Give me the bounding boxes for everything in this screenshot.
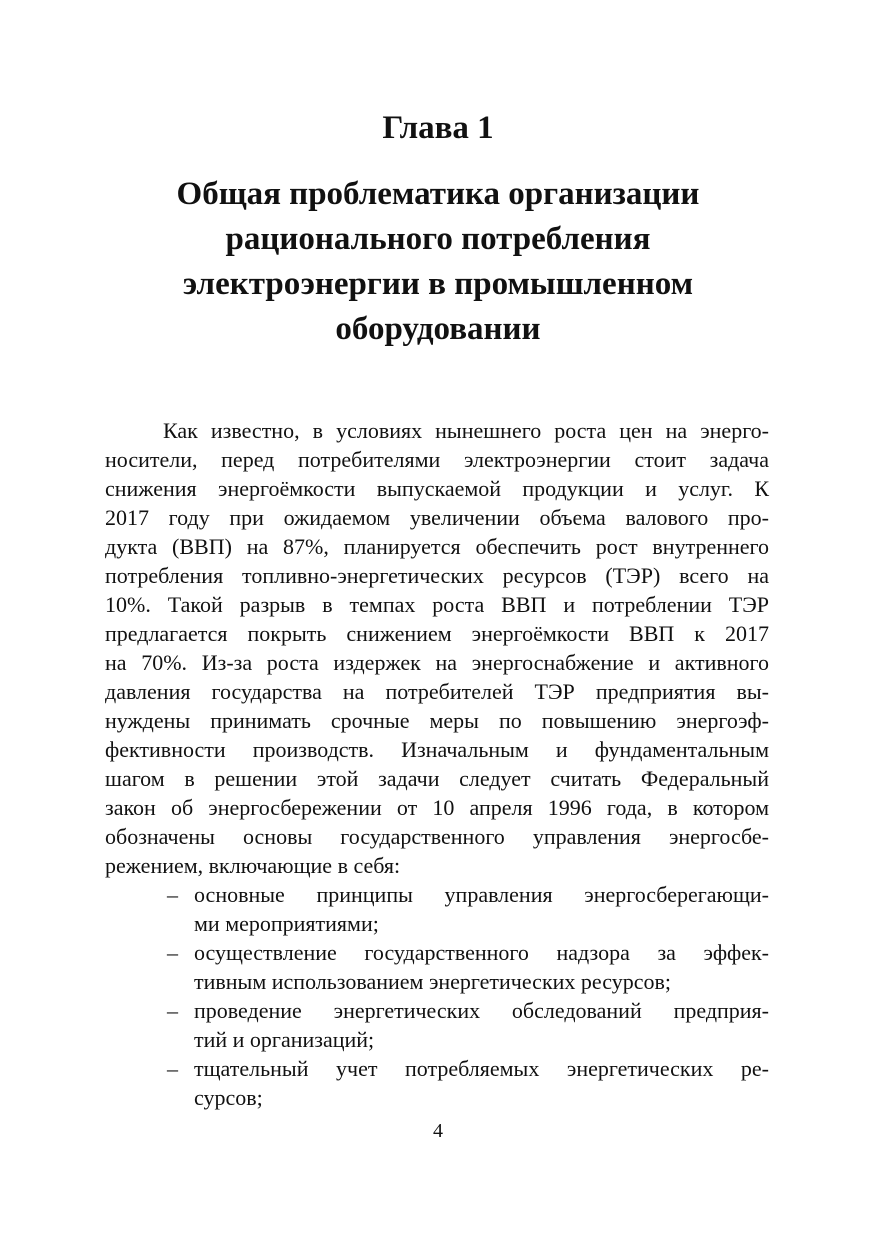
paragraph-line: закон об энергосбережении от 10 апреля 1996 года, в котором [105,795,769,820]
paragraph-line: 10%. Такой разрыв в темпах роста ВВП и потреблении ТЭР [105,592,769,617]
page-number: 4 [433,1120,443,1142]
paragraph-line: режением, включающие в себя: [105,853,401,878]
bullet-list [105,880,769,1112]
list-item [105,1054,769,1112]
list-item-line: тщательный учет потребляемых энергетических ре- [194,1056,769,1081]
chapter-label: Глава 1 [382,110,494,146]
dash-bullet: – [167,1056,178,1081]
list-item-line: ми мероприятиями; [194,911,379,936]
list-item [105,938,769,996]
list-item-line: основные принципы управления энергосберегающи- [194,882,769,907]
dash-bullet: – [167,882,178,907]
paragraph-line: шагом в решении этой задачи следует считать Федеральный [105,766,769,791]
list-item-line: тий и организаций; [194,1027,375,1052]
body-text [105,416,769,1112]
paragraph-line: дукта (ВВП) на 87%, планируется обеспечить рост внутреннего [105,534,769,559]
list-item-line: осуществление государственного надзора за эффек- [194,940,769,965]
chapter-title-line: оборудовании [335,311,541,347]
chapter-title-line: электроэнергии в промышленном [182,266,694,302]
list-item-line: сурсов; [194,1085,263,1110]
paragraph-line: Как известно, в условиях нынешнего роста цен на энерго- [163,418,769,443]
dash-bullet: – [167,940,178,965]
paragraph-line: давления государства на потребителей ТЭР предприятия вы- [105,679,769,704]
chapter-title-line: рационального потребления [225,221,651,257]
paragraph-line: снижения энергоёмкости выпускаемой продукции и услуг. К [105,476,769,501]
paragraph-line: нуждены принимать срочные меры по повышению энергоэф- [105,708,769,733]
dash-bullet: – [167,998,178,1023]
paragraph-line: фективности производств. Изначальным и фундаментальным [105,737,769,762]
paragraph-line: предлагается покрыть снижением энергоёмкости ВВП к 2017 [105,621,769,646]
paragraph-line: на 70%. Из-за роста издержек на энергоснабжение и активного [105,650,769,675]
chapter-title [0,172,876,352]
list-item-line: проведение энергетических обследований предприя- [194,998,769,1023]
list-item-line: тивным использованием энергетических ресурсов; [194,969,671,994]
paragraph-line: потребления топливно-энергетических ресурсов (ТЭР) всего на [105,563,769,588]
paragraph-line: носители, перед потребителями электроэнергии стоит задача [105,447,769,472]
list-item [105,996,769,1054]
list-item [105,880,769,938]
paragraph-line: обозначены основы государственного управления энергосбе- [105,824,769,849]
paragraph [105,416,769,880]
paragraph-line: 2017 году при ожидаемом увеличении объема валового про- [105,505,769,530]
chapter-title-line: Общая проблематика организации [176,176,700,212]
